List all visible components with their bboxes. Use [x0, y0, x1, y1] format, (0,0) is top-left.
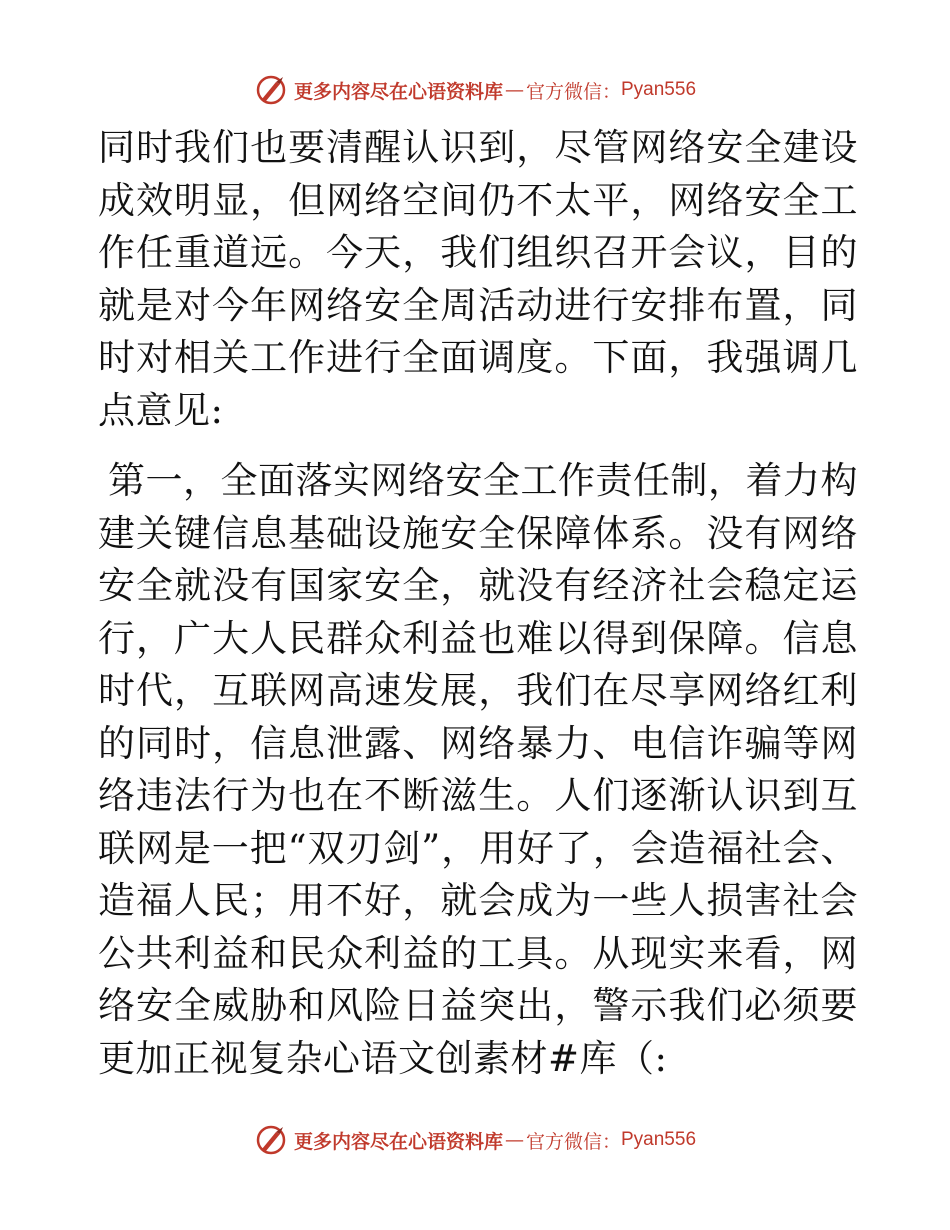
footer-banner [0, 1120, 950, 1160]
header-wechat-id: Pyan556 [621, 79, 697, 100]
paragraph-intro: 同时我们也要清醒认识到，尽管网络安全建设成效明显，但网络空间仍不太平，网络安全工作任重道远。今天，我们组织召开会议，目的就是对今年网络安全周活动进行安排布置，同时对相关工作进行全面调度。下面，我强调几点意见: [98, 126, 858, 432]
paragraph-first-point-text: 第一，全面落实网络安全工作责任制，着力构建关键信息基础设施安全保障体系。没有网络安全就没有国家安全，就没有经济社会稳定运行，广大人民群众利益也难以得到保障。信息时代，互联网高速发展，我们在尽享网络红利的同时，信息泄露、网络暴力、电信诈骗等网络违法行为也在不断滋生。人们逐渐认识到互联网是一把“双刃剑”，用好了，会造福社会、造福人民；用不好，就会成为一些人损害社会公共利益和民众利益的工具。从现实来看，网络安全威胁和风险日益突出，警示我们必须要更加正视复杂心语文创素材#库（: [98, 459, 858, 1080]
document-body [98, 122, 858, 1085]
quill-pen-logo-icon [254, 73, 288, 107]
quill-pen-logo-icon [254, 1123, 288, 1157]
footer-separator: — [504, 1129, 524, 1151]
header-brand-text: 更多内容尽在心语资料库 [293, 80, 503, 103]
footer-wechat-id: Pyan556 [621, 1129, 697, 1150]
footer-brand-text: 更多内容尽在心语资料库 [293, 1130, 503, 1153]
paragraph-first-point [98, 455, 858, 1085]
header-separator: — [504, 79, 524, 101]
header-banner [0, 70, 950, 110]
header-wechat-label: 官方微信： [525, 80, 621, 103]
footer-wechat-label: 官方微信： [525, 1130, 621, 1153]
